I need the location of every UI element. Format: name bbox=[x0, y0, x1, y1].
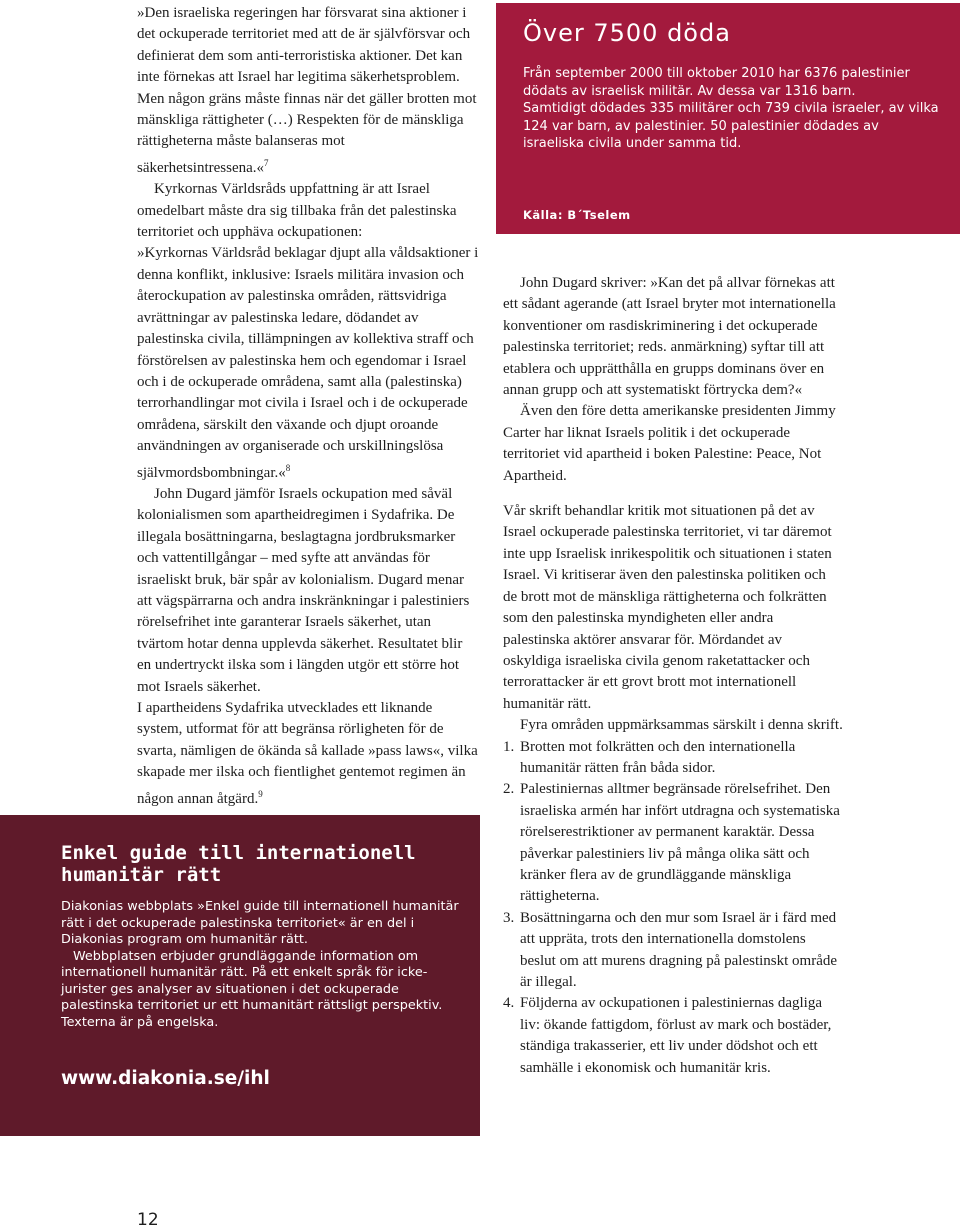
list-item-text: Följderna av ockupationen i palestiniernas dagliga liv: ökande fattigdom, förlust av mark och bostäder, ständiga trakasserier, ett liv under dödshot och ett samhälle i ekonomisk och humanitär kris. bbox=[520, 995, 832, 1076]
list-item-text: Brotten mot folkrätten och den internationella humanitär rätten från båda sidor. bbox=[520, 738, 796, 776]
body-paragraph: Även den före detta amerikanske presidenten Jimmy Carter har liknat Israels politik i det ockuperade territoriet vid apartheid i boken Palestine: Peace, Not Apartheid. bbox=[503, 403, 836, 484]
footnote-ref: 8 bbox=[285, 462, 291, 473]
list-number: 2. bbox=[503, 781, 515, 798]
guide-box-link[interactable]: www.diakonia.se/ihl bbox=[61, 1068, 270, 1089]
right-text-column bbox=[503, 273, 843, 1079]
footnote-ref: 9 bbox=[258, 788, 263, 799]
fact-box bbox=[496, 3, 960, 234]
fact-box-source: Källa: B´Tselem bbox=[523, 208, 631, 222]
body-paragraph: Kyrkornas Världsråds uppfattning är att Israel omedelbart måste dra sig tillbaka från det palestinska territoriet och upphäva ockupationen: bbox=[137, 181, 457, 241]
list-number: 1. bbox=[503, 738, 515, 755]
paragraph-spacer bbox=[503, 487, 843, 501]
list-number: 3. bbox=[503, 909, 515, 926]
quote-paragraph: »Kyrkornas Världsråd beklagar djupt alla våldsaktioner i denna konflikt, inklusive: Israels militära invasion och återockupation av palestinska områden, rättsvidriga avrättningar av palestinska ledare, dödandet av palestinska civila, tillämpningen av kollektiva straff och förstörelsen av palestinska hem och egendomar i Israel och i de ockuperade områdena, samt alla (palestinska) terrorhandlingar mot civila i Israel och i de ockuperade områdena, särskilt den växande och djupt oroande användningen av organiserade och urskillningslösa självmordsbombningar.«$^8$ bbox=[137, 245, 479, 481]
fact-box-text: Samtidigt dödades 335 militärer och 739 civila israeler, av vilka 124 var barn, av palestinier. 50 palestinier dödades av israeliska civila under samma tid. bbox=[523, 101, 939, 152]
list-item-text: Bosättningarna och den mur som Israel är i färd med att uppräta, trots den internationella domstolens beslut om att murens dragning på palestinskt område är illegal. bbox=[520, 909, 838, 990]
list-item bbox=[503, 908, 843, 994]
body-paragraph: John Dugard skriver: »Kan det på allvar förnekas att ett sådant agerande (att Israel bryter mot internationella konventioner om rasdiskriminering i det ockuperade palestinska territoriet; reds. anmärkning) syftar till att etablera och upprätthålla en grupps dominans över en annan grupp och att systematiskt förtrycka dem?« bbox=[503, 275, 836, 399]
body-paragraph: Vår skrift behandlar kritik mot situationen på det av Israel ockuperade palestinska territoriet, vi tar däremot inte upp Israelisk inrikespolitik och situationen i staten Israel. Vi kritiserar även den palestinska politiken och de brott mot de mänskliga rättigheterna och folkrätten som den palestinska myndigheten eller andra palestinska aktörer ansvarar för. Mördandet av oskyldiga israeliska civila genom raketattacker och terrorattacker är ett grovt brott mot internationell humanitär rätt. bbox=[503, 503, 832, 712]
guide-box-text: Diakonias webbplats »Enkel guide till internationell humanitär rätt i det ockuperade palestinska territoriet« är en del i Diakonias program om humanitär rätt. bbox=[61, 899, 459, 947]
fact-box-text: Från september 2000 till oktober 2010 har 6376 palestinier dödats av israelisk militär. Av dessa var 1316 barn. bbox=[523, 66, 910, 99]
list-item bbox=[503, 779, 843, 907]
quote-paragraph: »Den israeliska regeringen har försvarat sina aktioner i det ockuperade territoriet med att de är självförsvar och definierat dem som anti-terroristiska aktioner. Det kan inte förnekas att Israel har legitima säkerhetsproblem. Men någon gräns måste finnas när det gäller brotten mot mänskliga rättigheter (…) Respekten för de mänskliga rättigheterna måste balanseras mot säkerhetsintressena.«$^7$ bbox=[137, 5, 477, 176]
list-item-text: Palestiniernas alltmer begränsade rörelsefrihet. Den israeliska armén har infört utdragna och systematiska rörelserestriktioner av permanent karaktär. Dessa påverkar palestiniers liv på många olika sätt och kränker flera av de grundläggande mänskliga rättigheterna. bbox=[520, 781, 840, 905]
left-text-column bbox=[137, 3, 480, 810]
guide-box-text: Webbplatsen erbjuder grundläggande information om internationell humanitär rätt. På ett enkelt språk för icke-jurister ges analyser av situationen i det ockuperade palestinska territoriet ur ett humanitärt rättsligt perspektiv. Texterna är på engelska. bbox=[61, 948, 443, 1030]
body-paragraph: Fyra områden uppmärksammas särskilt i denna skrift. bbox=[520, 717, 843, 734]
fact-box-title: Över 7500 döda bbox=[523, 19, 731, 47]
guide-box-title: Enkel guide till internationell humanitär rätt bbox=[61, 842, 416, 886]
guide-box-body bbox=[61, 899, 461, 1031]
guide-box bbox=[0, 815, 480, 1136]
fact-box-body bbox=[523, 65, 943, 153]
numbered-list bbox=[503, 737, 843, 1080]
list-number: 4. bbox=[503, 995, 515, 1012]
body-paragraph: John Dugard jämför Israels ockupation med såväl kolonialismen som apartheidregimen i Sydafrika. De illegala bosättningarna, beslagtagna jordbruksmarker och vattentillgångar – med syfte att användas för israeliskt bruk, bär spår av kolonialism. Dugard menar att vägspärrarna och andra inskränkningar i palestiniers rörelsefrihet inte garanterar Israels säkerhet, utan tvärtom hotar denna upplevda säkerhet. Resultatet blir en undertryckt ilska som i längden utgör ett större hot mot Israels säkerhet. bbox=[137, 485, 470, 695]
list-item bbox=[503, 993, 843, 1079]
list-item bbox=[503, 737, 843, 780]
page-number: 12 bbox=[137, 1210, 159, 1230]
footnote-ref: 7 bbox=[264, 157, 269, 168]
body-paragraph: I apartheidens Sydafrika utvecklades ett liknande system, utformat för att begränsa rörligheten för de svarta, nämligen de ökända så kallade »pass laws«, vilka skapade mer ilska och fientlighet gentemot regimen än någon annan åtgärd.$^9$ bbox=[137, 700, 478, 807]
